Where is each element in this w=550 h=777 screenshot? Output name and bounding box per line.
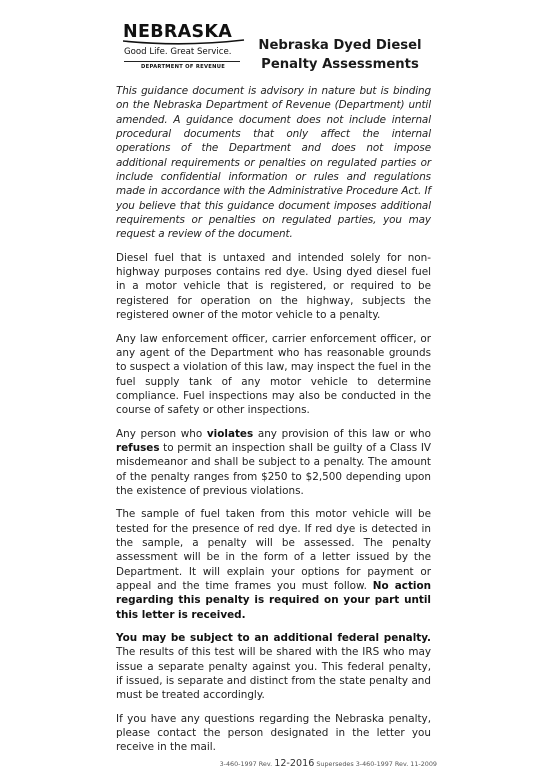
paragraph-dyed-fuel: Diesel fuel that is untaxed and intended solely for non-highway purposes contains red dye. Using dyed diesel fuel in a motor vehicle that is registered, or required to be registered for operation on the highway, subjects the registered owner of the motor vehicle to a penalty. [116, 251, 431, 322]
footer-revision-date: 12-2016 [274, 758, 315, 769]
paragraph-sample-test [116, 507, 431, 622]
footer-supersedes: Supersedes 3-460-1997 Rev. 11-2009 [316, 760, 437, 768]
document-title [250, 36, 430, 74]
p3-text-a: Any person who [116, 427, 207, 440]
p4-text: The sample of fuel taken from this motor vehicle will be tested for the presence of red dye. If red dye is detected in the sample, a penalty will be assessed. The penalty assessment will be in the form of a letter issued by the Department. It will explain your options for payment or appeal and the time frames you must follow. [116, 508, 431, 592]
p3-refuses: refuses [116, 441, 160, 454]
header [123, 22, 428, 80]
p4-no-action: No action regarding this penalty is required on your part until this letter is received. [116, 580, 432, 621]
p3-violates: violates [206, 427, 254, 440]
logo-department: DEPARTMENT OF REVENUE [141, 64, 226, 70]
p3-text-c: any provision of this law or who [253, 427, 431, 440]
guidance-disclaimer: This guidance document is advisory in nature but is binding on the Nebraska Department of Revenue (Department) until amended. A guidance document does not include internal procedural documents that only affect the internal operations of the Department and does not impose additional requirements or penalties on regulated parties or include confidential information or rules and regulations made in accordance with the Administrative Procedure Act. If you believe that this guidance document imposes additional requirements or penalties on regulated parties, you may request a review of the document. [116, 85, 431, 241]
logo-divider [124, 61, 240, 62]
paragraph-questions: If you have any questions regarding the Nebraska penalty, please contact the person designated in the letter you receive in the mail. [116, 712, 431, 754]
document-body [116, 84, 431, 764]
title-line-2: Penalty Assessments [261, 57, 419, 72]
footer-form-number: 3-460-1997 Rev. [219, 760, 273, 768]
p5-text: The results of this test will be shared with the IRS who may issue a separate penalty against you. This federal penalty, if issued, is separate and distinct from the state penalty and must be treated accordingly. [116, 646, 431, 702]
logo-wordmark: NEBRASKA [123, 22, 233, 42]
footer [157, 758, 437, 769]
nebraska-logo [123, 22, 245, 78]
paragraph-federal-penalty [116, 631, 431, 703]
paragraph-inspection: Any law enforcement officer, carrier enforcement officer, or any agent of the Department who has reasonable grounds to suspect a violation of this law, may inspect the fuel in the fuel supply tank of any motor vehicle to determine compliance. Fuel inspections may also be conducted in the course of safety or other inspections. [116, 332, 431, 417]
p3-text-e: to permit an inspection shall be guilty of a Class IV misdemeanor and shall be subject to a penalty. The amount of the penalty ranges from $250 to $2,500 depending upon the existence of previous violations. [116, 441, 431, 497]
p5-federal-heading: You may be subject to an additional federal penalty. [116, 632, 431, 645]
title-line-1: Nebraska Dyed Diesel [258, 38, 422, 53]
paragraph-violations [116, 427, 431, 499]
logo-tagline: Good Life. Great Service. [124, 47, 232, 57]
